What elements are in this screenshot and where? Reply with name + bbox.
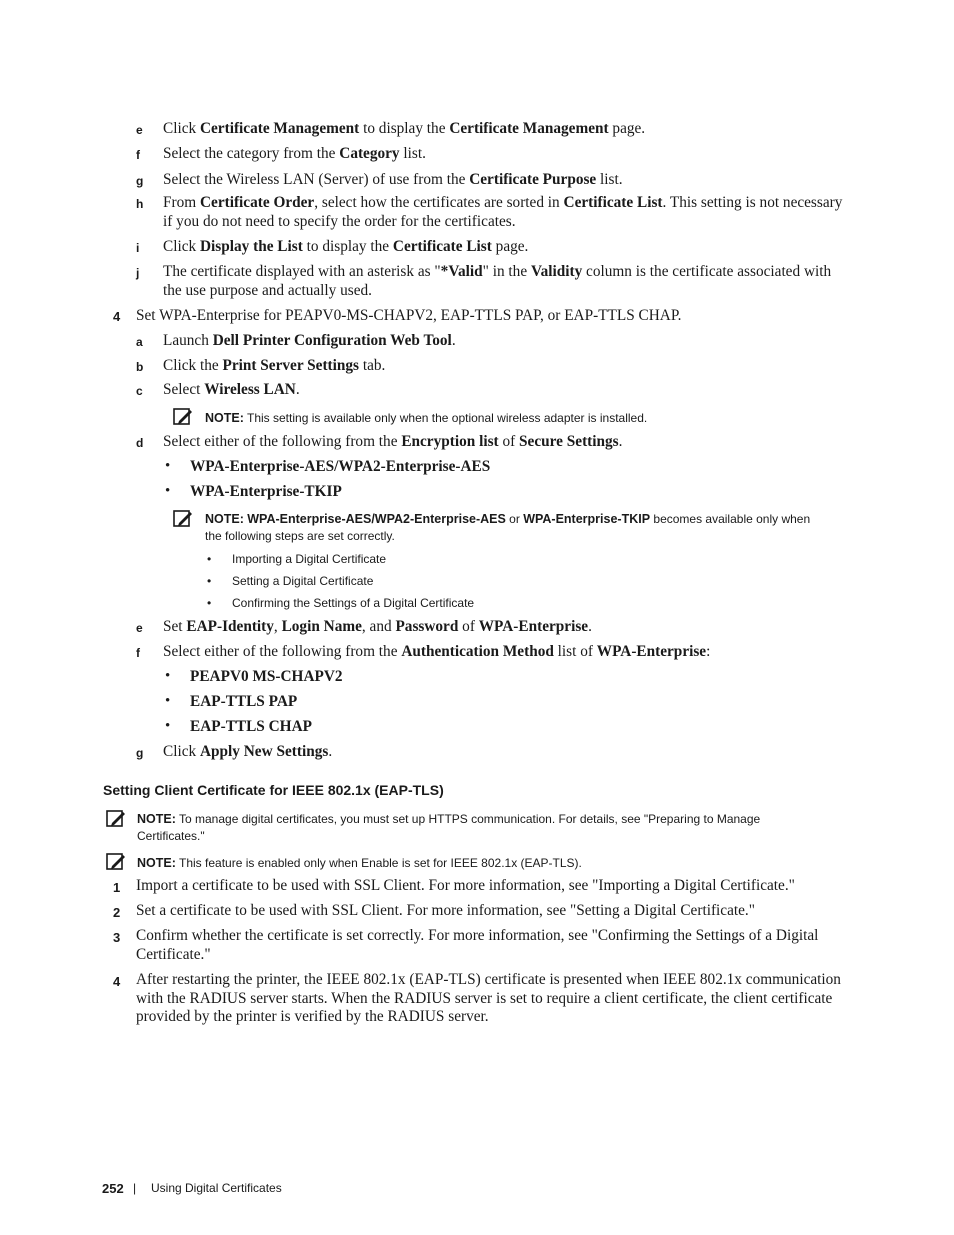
body-text: of: [498, 433, 520, 450]
step-b-text: [163, 357, 850, 376]
auth-option: EAP-TTLS PAP: [190, 693, 298, 710]
emphasis-text: WPA-Enterprise: [596, 643, 707, 660]
step-e-label: e: [136, 123, 143, 137]
step-e2-text: [163, 618, 850, 637]
step-i-label: i: [136, 241, 140, 255]
emphasis-text: Certificate Purpose: [469, 171, 597, 188]
step-j-label: j: [136, 266, 140, 280]
note-pencil-icon: [173, 510, 193, 528]
note-pencil-icon: [106, 810, 126, 828]
note-pencil-icon: [173, 408, 193, 426]
body-text: Select either of the following from the: [163, 433, 402, 450]
auth-option: PEAPV0 MS-CHAPV2: [190, 668, 343, 685]
body-text: Launch: [163, 332, 213, 349]
section-step-2-label: 2: [113, 905, 121, 920]
emphasis-text: Certificate List: [392, 238, 492, 255]
body-text: .: [588, 618, 592, 635]
body-text: , select how the certificates are sorted in: [314, 194, 564, 211]
body-text: of: [458, 618, 479, 635]
note-2-bullet-dot: •: [207, 596, 212, 610]
note-3: [137, 811, 804, 845]
step-e2-label: e: [136, 621, 143, 635]
emphasis-text: Secure Settings: [519, 433, 619, 450]
page-number: 252: [102, 1181, 124, 1196]
step-g2-label: g: [136, 746, 144, 760]
step-g2-text: [163, 743, 850, 762]
step-a-text: [163, 332, 850, 351]
note-pencil-icon: [106, 853, 126, 871]
step-j-text: [163, 263, 850, 300]
note-1: [205, 410, 830, 427]
emphasis-text: Certificate List: [563, 194, 663, 211]
section-step-2-text: Set a certificate to be used with SSL Client. For more information, see "Setting a Digital Certificate.": [136, 902, 755, 919]
emphasis-text: Encryption list: [401, 433, 499, 450]
body-text: .: [451, 332, 456, 349]
body-text: column is the certificate associated with the use purpose and actually used.: [163, 263, 832, 299]
emphasis-text: Dell Printer Configuration Web Tool: [212, 332, 452, 349]
section-step-4-text: After restarting the printer, the IEEE 802.1x (EAP-TLS) certificate is presented when IEEE 802.1x communication with the RADIUS server starts. When the RADIUS server is set to require a client certificate, the client certificate provided by the printer is verified by the RADIUS server.: [136, 971, 841, 1026]
auth-bullet-dot: •: [165, 718, 171, 734]
emphasis-text: EAP-Identity: [186, 618, 274, 635]
step-4-text: Set WPA-Enterprise for PEAPV0-MS-CHAPV2, EAP-TTLS PAP, or EAP-TTLS CHAP.: [136, 307, 682, 324]
body-text: Set: [163, 618, 187, 635]
emphasis-text: Category: [339, 145, 400, 162]
step-i-text: [163, 238, 850, 257]
body-text: Select the Wireless LAN (Server) of use from the: [163, 171, 470, 188]
body-text: .: [295, 381, 300, 398]
step-g-text: [163, 171, 850, 190]
emphasis-text: WPA-Enterprise-AES/WPA2-Enterprise-AES: [247, 512, 506, 526]
body-text: list.: [596, 171, 623, 188]
body-text: tab.: [359, 357, 386, 374]
body-text: Click: [163, 120, 200, 137]
body-text: Select the category from the: [163, 145, 340, 162]
note-4-prefix: NOTE:: [137, 856, 176, 870]
body-text: becomes available only when the following steps are set correctly.: [205, 512, 811, 543]
body-text: or: [505, 512, 524, 526]
emphasis-text: Certificate Management: [449, 120, 609, 137]
encryption-bullet-dot: •: [165, 483, 171, 499]
note-2-bullet-dot: •: [207, 552, 212, 566]
body-text: :: [706, 643, 711, 660]
note-1-text: This setting is available only when the optional wireless adapter is installed.: [243, 411, 648, 425]
note-2-bullet: Importing a Digital Certificate: [232, 552, 387, 566]
note-2-bullet: Setting a Digital Certificate: [232, 574, 374, 588]
emphasis-text: WPA-Enterprise: [478, 618, 589, 635]
step-g-label: g: [136, 174, 144, 188]
body-text: " in the: [482, 263, 531, 280]
body-text: page.: [608, 120, 646, 137]
emphasis-text: WPA-Enterprise-TKIP: [523, 512, 651, 526]
footer-separator: |: [133, 1181, 137, 1195]
body-text: .: [328, 743, 333, 760]
note-3-text: To manage digital certificates, you must set up HTTPS communication. For details, see "Preparing to Manage Certificates.": [137, 812, 761, 843]
note-3-prefix: NOTE:: [137, 812, 176, 826]
section-heading: Setting Client Certificate for IEEE 802.1x (EAP-TLS): [103, 782, 444, 798]
encryption-option: WPA-Enterprise-AES/WPA2-Enterprise-AES: [190, 458, 491, 475]
auth-option: EAP-TTLS CHAP: [190, 718, 312, 735]
step-a-label: a: [136, 335, 143, 349]
emphasis-text: Wireless LAN: [204, 381, 296, 398]
note-2: [205, 511, 830, 545]
emphasis-text: Certificate Order: [199, 194, 315, 211]
step-f2-label: f: [136, 646, 140, 660]
body-text: to display the: [359, 120, 450, 137]
note-2-text: [205, 512, 810, 543]
step-h-text: [163, 194, 850, 231]
step-f-text: [163, 145, 850, 164]
step-h-label: h: [136, 197, 144, 211]
emphasis-text: Validity: [530, 263, 583, 280]
encryption-bullet-dot: •: [165, 458, 171, 474]
step-f-label: f: [136, 148, 140, 162]
section-step-3-label: 3: [113, 930, 121, 945]
section-step-4-label: 4: [113, 974, 121, 989]
note-4-text: This feature is enabled only when Enable is set for IEEE 802.1x (EAP-TLS).: [175, 856, 582, 870]
body-text: Click the: [163, 357, 223, 374]
body-text: The certificate displayed with an asterisk as ": [163, 263, 441, 280]
auth-bullet-dot: •: [165, 693, 171, 709]
note-4: [137, 855, 830, 872]
body-text: list of: [553, 643, 597, 660]
body-text: , and: [361, 618, 396, 635]
step-c-text: [163, 381, 850, 400]
step-f2-text: [163, 643, 850, 662]
emphasis-text: *Valid: [440, 263, 483, 280]
emphasis-text: Password: [395, 618, 459, 635]
emphasis-text: Print Server Settings: [222, 357, 359, 374]
note-2-bullet-dot: •: [207, 574, 212, 588]
step-b-label: b: [136, 360, 144, 374]
note-1-prefix: NOTE:: [205, 411, 244, 425]
body-text: .: [618, 433, 623, 450]
section-step-3-text: Confirm whether the certificate is set correctly. For more information, see "Confirming the Settings of a Digital Certificate.": [136, 927, 819, 963]
emphasis-text: Login Name: [281, 618, 362, 635]
body-text: to display the: [302, 238, 393, 255]
emphasis-text: Apply New Settings: [199, 743, 329, 760]
auth-bullet-dot: •: [165, 668, 171, 684]
section-step-1-label: 1: [113, 880, 121, 895]
step-4-label: 4: [113, 309, 121, 324]
body-text: page.: [491, 238, 529, 255]
step-e-text: [163, 120, 850, 139]
body-text: Select: [163, 381, 205, 398]
body-text: Select either of the following from the: [163, 643, 402, 660]
encryption-option: WPA-Enterprise-TKIP: [190, 483, 342, 500]
emphasis-text: Certificate Management: [199, 120, 360, 137]
step-c-label: c: [136, 384, 143, 398]
note-2-prefix: NOTE:: [205, 512, 244, 526]
emphasis-text: Authentication Method: [401, 643, 554, 660]
body-text: Click: [163, 238, 200, 255]
step-d-label: d: [136, 436, 144, 450]
note-2-bullet: Confirming the Settings of a Digital Certificate: [232, 596, 475, 610]
body-text: . This setting is not necessary if you do not need to specify the order for the certificates.: [163, 194, 843, 230]
step-d-text: [163, 433, 850, 452]
body-text: Click: [163, 743, 200, 760]
body-text: From: [163, 194, 200, 211]
emphasis-text: Display the List: [199, 238, 303, 255]
section-step-1-text: Import a certificate to be used with SSL Client. For more information, see "Importing a Digital Certificate.": [136, 877, 795, 894]
footer-section-title: Using Digital Certificates: [151, 1181, 282, 1195]
body-text: list.: [399, 145, 426, 162]
body-text: ,: [273, 618, 282, 635]
